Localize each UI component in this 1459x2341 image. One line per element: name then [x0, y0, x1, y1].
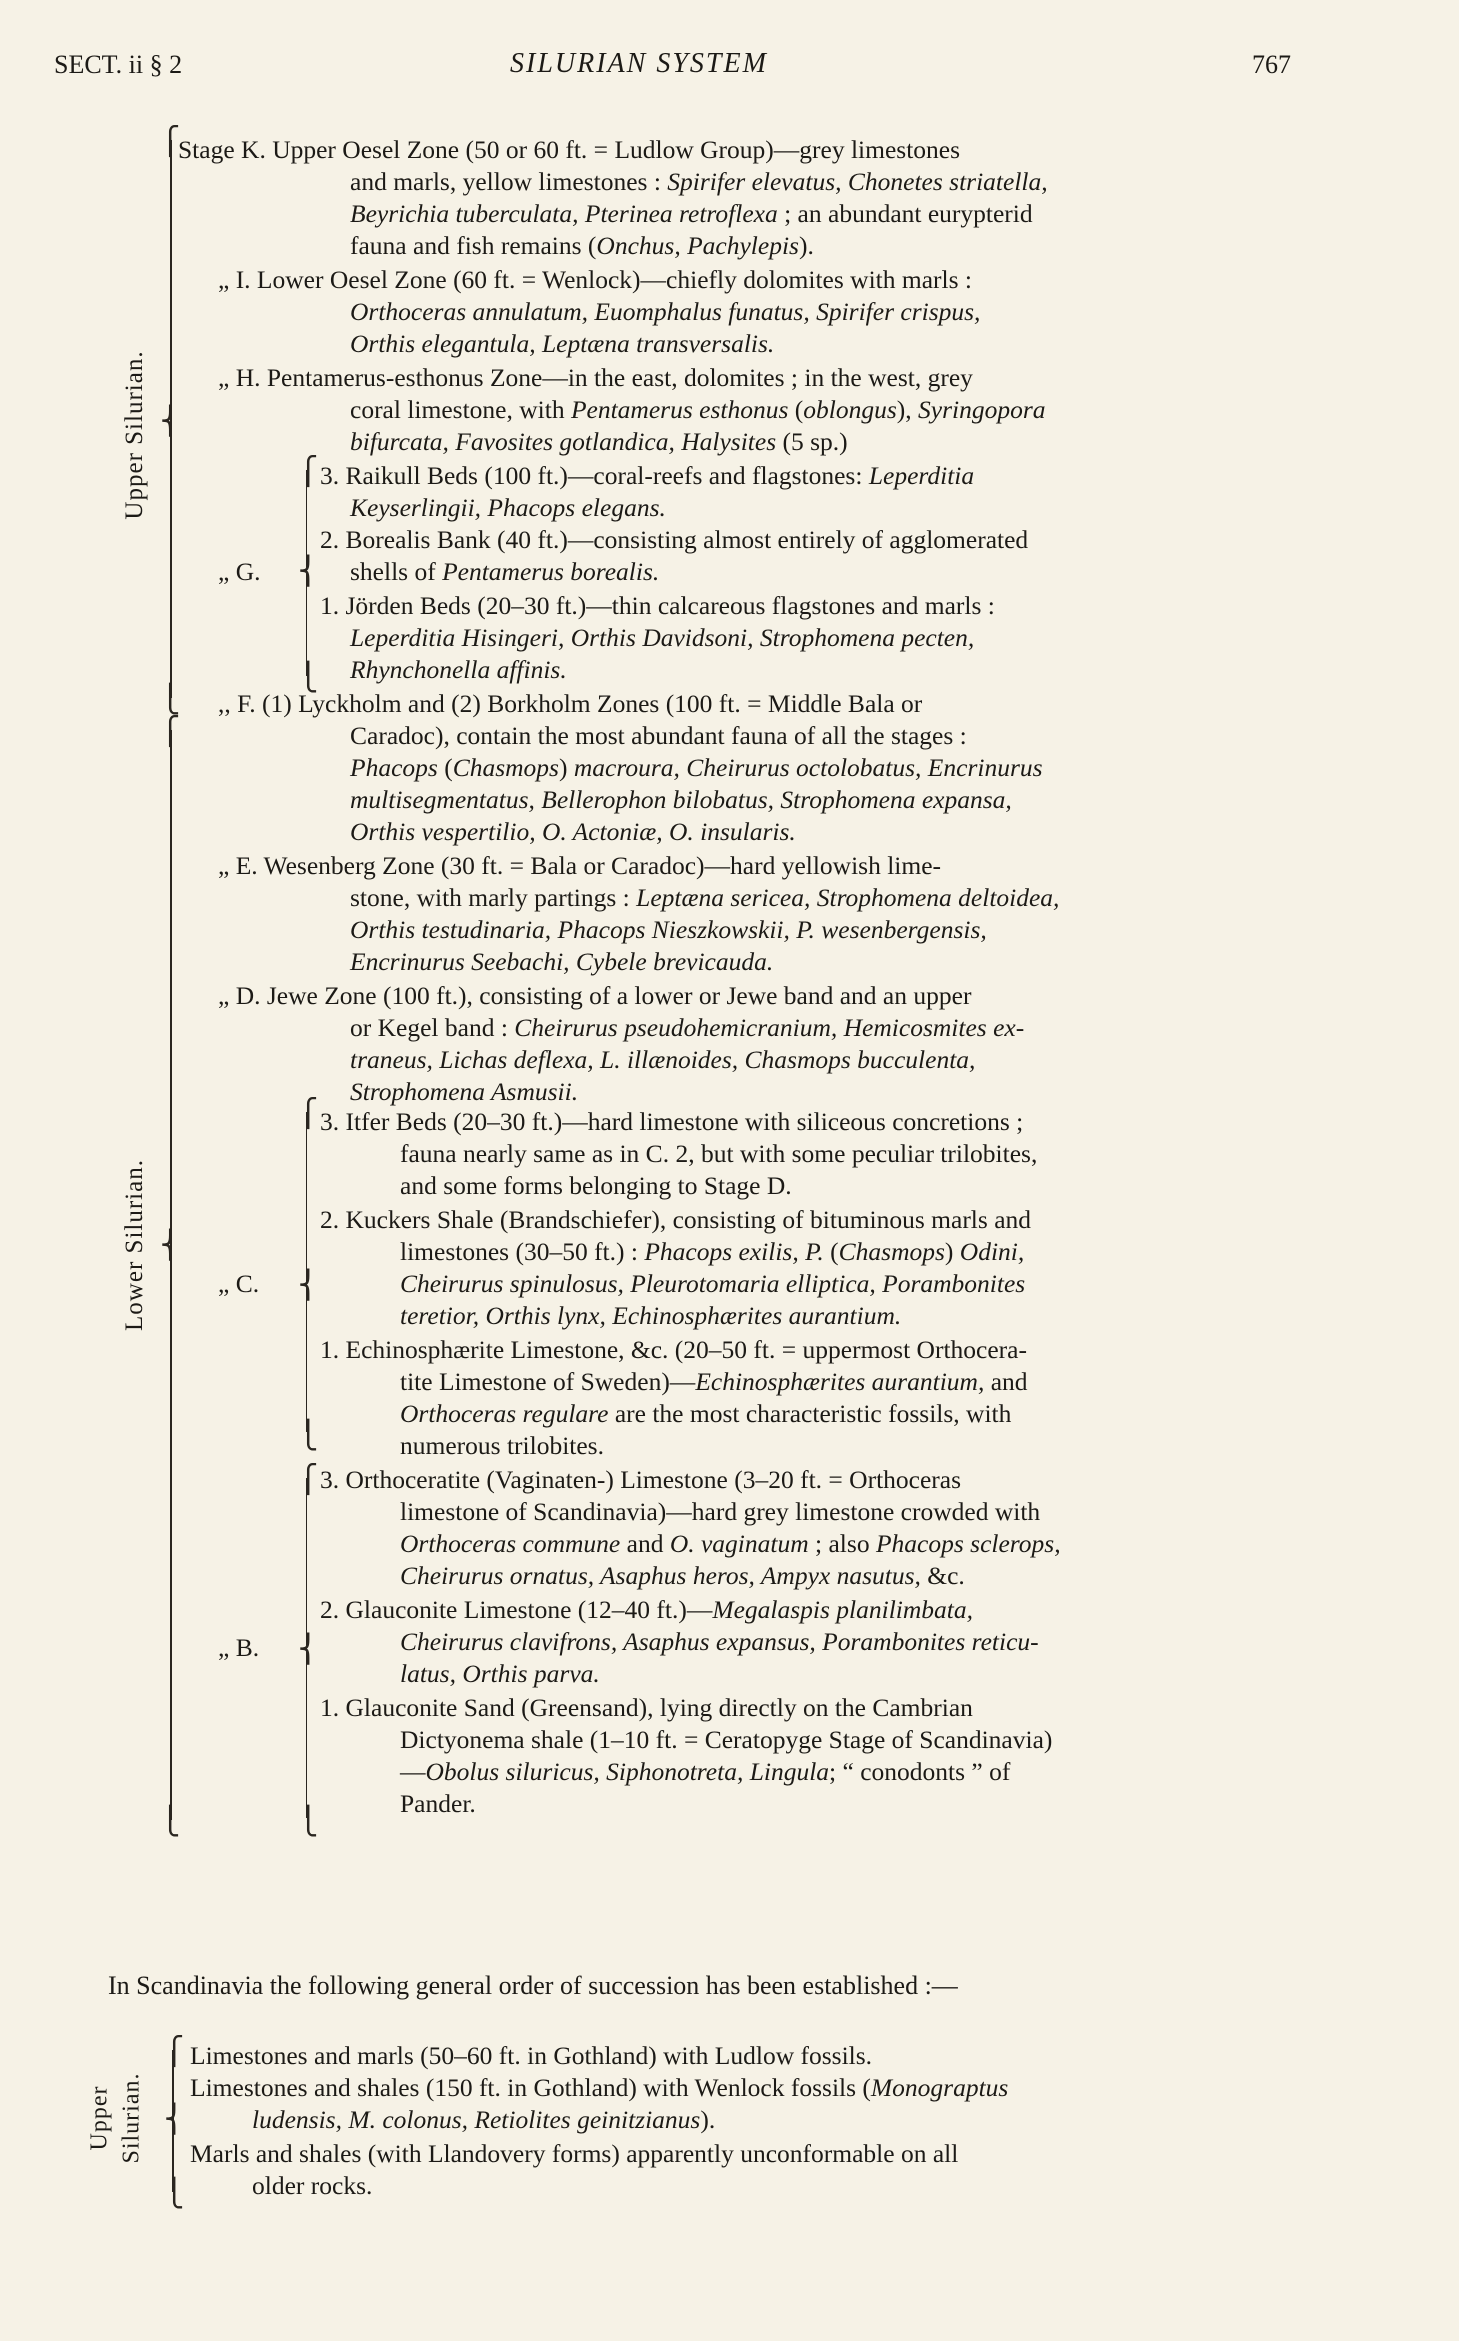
page-number: 767 [1252, 50, 1291, 79]
stage-g-bracket-mid: ⎨ [298, 556, 319, 586]
stage-b3-line-1: 3. Orthoceratite (Vaginaten-) Limestone (3–20 ft. = Orthoceras [320, 1465, 962, 1494]
stage-h-line-1: „ H. Pentamerus-esthonus Zone—in the east, dolomites ; in the west, grey [218, 363, 973, 392]
stage-d-line-2: or Kegel band : Cheirurus pseudohemicranium, Hemicosmites ex- [350, 1013, 1025, 1042]
stage-c1-line-2: tite Limestone of Sweden)—Echinosphærites aurantium, and [400, 1367, 1028, 1396]
scand-silurian-label: Silurian. [118, 2072, 145, 2164]
stage-b1-line-3: —Obolus siluricus, Siphonotreta, Lingula; “ conodonts ” of [400, 1757, 1011, 1786]
stage-c2-line-1: 2. Kuckers Shale (Brandschiefer), consisting of bituminous marls and [320, 1205, 1032, 1234]
stage-b-bracket-bottom: ⎩ [298, 1806, 319, 1836]
stage-b-bracket-mid: ⎨ [298, 1634, 319, 1664]
stage-k-line-1: Stage K. Upper Oesel Zone (50 or 60 ft. = Ludlow Group)—grey limestones [178, 135, 961, 164]
stage-c2-line-2: limestones (30–50 ft.) : Phacops exilis, P. (Chasmops) Odini, [400, 1237, 1025, 1266]
stage-b1-line-4: Pander. [400, 1789, 476, 1818]
stage-c1-line-1: 1. Echinosphærite Limestone, &c. (20–50 ft. = uppermost Orthocera- [320, 1335, 1027, 1364]
scand-bracket-top: ⎧ [164, 2036, 185, 2066]
stage-e-line-2: stone, with marly partings : Leptæna sericea, Strophomena deltoidea, [350, 883, 1060, 912]
stage-f-line-3: Phacops (Chasmops) macroura, Cheirurus octolobatus, Encrinurus [350, 753, 1043, 782]
stage-g-label: „ G. [218, 557, 261, 586]
stage-c1-line-4: numerous trilobites. [400, 1431, 604, 1460]
stage-i-line-3: Orthis elegantula, Leptæna transversalis. [350, 329, 775, 358]
stage-h-line-2: coral limestone, with Pentamerus esthonus (oblongus), Syringopora [350, 395, 1046, 424]
lower-bracket-bottom: ⎩ [160, 1806, 181, 1836]
stage-c2-line-4: teretior, Orthis lynx, Echinosphærites aurantium. [400, 1301, 902, 1330]
stage-g2-line-2: shells of Pentamerus borealis. [350, 557, 660, 586]
stage-g3-line-1: 3. Raikull Beds (100 ft.)—coral-reefs and flagstones: Leperditia [320, 461, 975, 490]
stage-g1-line-2: Leperditia Hisingeri, Orthis Davidsoni, Strophomena pecten, [350, 623, 975, 652]
stage-g1-line-3: Rhynchonella affinis. [350, 655, 567, 684]
stage-k-line-3: Beyrichia tuberculata, Pterinea retroflexa ; an abundant eurypterid [350, 199, 1033, 228]
stage-c-label: „ C. [218, 1269, 260, 1298]
stage-f-line-4: multisegmentatus, Bellerophon bilobatus, Strophomena expansa, [350, 785, 1012, 814]
stage-i-line-2: Orthoceras annulatum, Euomphalus funatus, Spirifer crispus, [350, 297, 981, 326]
section-label: SECT. ii § 2 [54, 50, 183, 79]
stage-f-line-1: ,, F. (1) Lyckholm and (2) Borkholm Zones (100 ft. = Middle Bala or [218, 689, 923, 718]
running-title: SILURIAN SYSTEM [510, 48, 768, 79]
stage-b-label: „ B. [218, 1633, 260, 1662]
stage-c-bracket-mid: ⎨ [298, 1270, 319, 1300]
lower-silurian-side-label: Lower Silurian. [121, 1159, 148, 1331]
stage-k-line-4: fauna and fish remains (Onchus, Pachylepis). [350, 231, 814, 260]
stage-b2-line-1: 2. Glauconite Limestone (12–40 ft.)—Megalaspis planilimbata, [320, 1595, 973, 1624]
scand-upper-label: Upper [86, 2085, 113, 2151]
scand-bracket-mid: ⎨ [164, 2104, 185, 2134]
scand-line-1: Limestones and marls (50–60 ft. in Gothland) with Ludlow fossils. [190, 2041, 873, 2070]
stage-b-bracket-top: ⎧ [298, 1464, 319, 1494]
stage-k-line-2: and marls, yellow limestones : Spirifer elevatus, Chonetes striatella, [350, 167, 1048, 196]
upper-bracket-top: ⎧ [160, 126, 181, 156]
stage-e-line-4: Encrinurus Seebachi, Cybele brevicauda. [350, 947, 774, 976]
lower-bracket-rule [170, 730, 172, 1820]
upper-bracket-bottom: ⎩ [160, 684, 181, 714]
stage-c3-line-2: fauna nearly same as in C. 2, but with some peculiar trilobites, [400, 1139, 1038, 1168]
stage-f-line-5: Orthis vespertilio, O. Actoniæ, O. insularis. [350, 817, 796, 846]
stage-g2-line-1: 2. Borealis Bank (40 ft.)—consisting almost entirely of agglomerated [320, 525, 1029, 554]
stage-h-line-3: bifurcata, Favosites gotlandica, Halysites (5 sp.) [350, 427, 848, 456]
stage-g-bracket-top: ⎧ [298, 456, 319, 486]
stage-f-line-2: Caradoc), contain the most abundant fauna of all the stages : [350, 721, 967, 750]
stage-b1-line-1: 1. Glauconite Sand (Greensand), lying directly on the Cambrian [320, 1693, 973, 1722]
stage-g-bracket-bottom: ⎩ [298, 662, 319, 692]
stage-e-line-3: Orthis testudinaria, Phacops Nieszkowskii, P. wesenbergensis, [350, 915, 987, 944]
lower-bracket-mid: ⎨ [160, 1230, 181, 1260]
scand-bracket-bottom: ⎩ [164, 2178, 185, 2208]
stage-b1-line-2: Dictyonema shale (1–10 ft. = Ceratopyge Stage of Scandinavia) [400, 1725, 1053, 1754]
stage-c-bracket-bottom: ⎩ [298, 1420, 319, 1450]
stage-c3-line-3: and some forms belonging to Stage D. [400, 1171, 792, 1200]
stage-c1-line-3: Orthoceras regulare are the most characteristic fossils, with [400, 1399, 1012, 1428]
stage-c-bracket-top: ⎧ [298, 1098, 319, 1128]
upper-bracket-mid: ⎨ [160, 406, 181, 436]
stage-d-line-4: Strophomena Asmusii. [350, 1077, 579, 1106]
scand-line-2: Limestones and shales (150 ft. in Gothland) with Wenlock fossils (Monograptus [190, 2073, 1009, 2102]
stage-g3-line-2: Keyserlingii, Phacops elegans. [350, 493, 666, 522]
stage-b2-line-2: Cheirurus clavifrons, Asaphus expansus, Porambonites reticu- [400, 1627, 1039, 1656]
scand-line-4: Marls and shales (with Llandovery forms) apparently unconformable on all [190, 2139, 959, 2168]
scand-line-5: older rocks. [252, 2171, 373, 2200]
stage-b3-line-3: Orthoceras commune and O. vaginatum ; also Phacops sclerops, [400, 1529, 1061, 1558]
stage-d-line-1: „ D. Jewe Zone (100 ft.), consisting of a lower or Jewe band and an upper [218, 981, 972, 1010]
scandinavia-intro: In Scandinavia the following general order of succession has been established :— [108, 1971, 958, 2000]
stage-b3-line-2: limestone of Scandinavia)—hard grey limestone crowded with [400, 1497, 1041, 1526]
stage-i-line-1: „ I. Lower Oesel Zone (60 ft. = Wenlock)—chiefly dolomites with marls : [218, 265, 972, 294]
stage-e-line-1: „ E. Wesenberg Zone (30 ft. = Bala or Caradoc)—hard yellowish lime- [218, 851, 942, 880]
upper-silurian-side-label: Upper Silurian. [121, 350, 148, 520]
stage-g1-line-1: 1. Jörden Beds (20–30 ft.)—thin calcareous flagstones and marls : [320, 591, 995, 620]
lower-bracket-top: ⎧ [160, 716, 181, 746]
stage-b3-line-4: Cheirurus ornatus, Asaphus heros, Ampyx nasutus, &c. [400, 1561, 965, 1590]
stage-c2-line-3: Cheirurus spinulosus, Pleurotomaria elliptica, Porambonites [400, 1269, 1026, 1298]
scand-line-3: ludensis, M. colonus, Retiolites geinitzianus). [252, 2105, 716, 2134]
stage-b2-line-3: latus, Orthis parva. [400, 1659, 600, 1688]
stage-c3-line-1: 3. Itfer Beds (20–30 ft.)—hard limestone with siliceous concretions ; [320, 1107, 1024, 1136]
stage-d-line-3: traneus, Lichas deflexa, L. illænoides, Chasmops bucculenta, [350, 1045, 976, 1074]
